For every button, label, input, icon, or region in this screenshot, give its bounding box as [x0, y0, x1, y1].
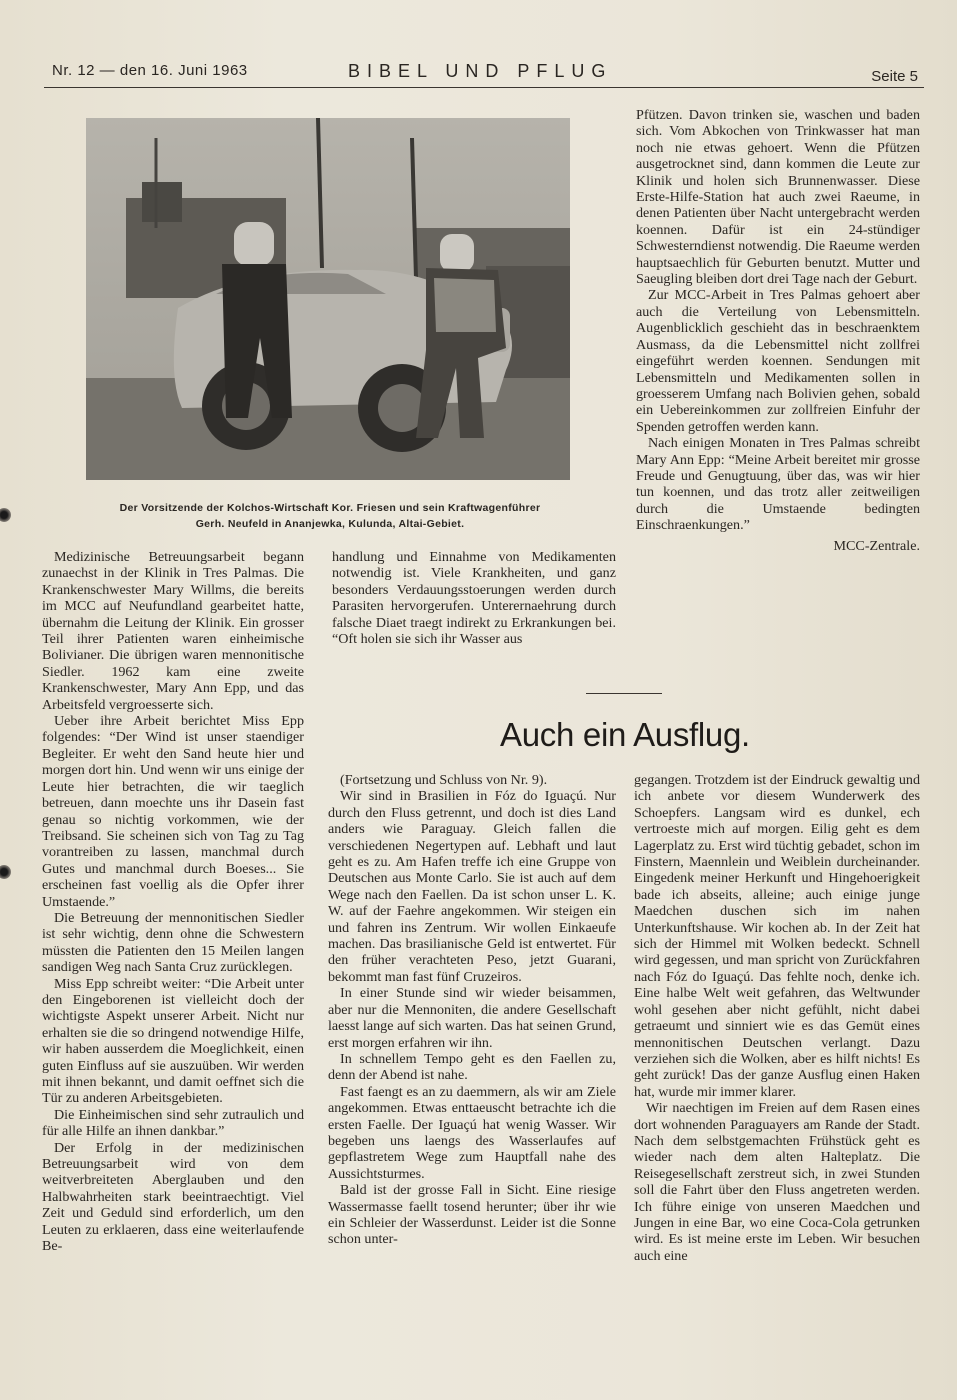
paragraph: (Fortsetzung und Schluss von Nr. 9). [340, 772, 548, 788]
paragraph: Bald ist der grosse Fall in Sicht. Eine riesige Wassermasse faellt tosend herunter; über ihr wie ein Schleier der Wasserdunst. Leider ist die Sonne schon unter- [328, 1182, 616, 1248]
caption-line: Gerh. Neufeld in Ananjewka, Kulunda, Altai-Gebiet. [195, 518, 465, 530]
article-title: Auch ein Ausflug. [500, 716, 750, 753]
paragraph: Die Betreuung der mennonitischen Siedler ist sehr wichtig, denn ohne die Schwestern müssten die Patienten den 15 Meilen langen sandigen Weg nach Santa Cruz zurücklegen. [42, 909, 304, 976]
paragraph: Fast faengt es an zu daemmern, als wir am Ziele angekommen. Etwas enttaeuscht betrachte ich die ersten Faelle. Der Iguaçú hat wenig Wasser. Wir begeben uns laengs des Wasserlaufes auf gepflastretem Wege zum Hauptfall nahe des Aussichtsturmes. [328, 1083, 616, 1182]
paragraph: Nach einigen Monaten in Tres Palmas schreibt Mary Ann Epp: “Meine Arbeit bereitet mir grosse Freude und Genugtuung, über das, was wir hier tun koennen, und das trotz aller zeitweiligen durch die Umstaende bedingten Einschraenkungen.” [636, 435, 920, 534]
page-number: Seite 5 [871, 68, 918, 85]
section-divider [586, 693, 662, 694]
paragraph: Die Einheimischen sind sehr zutraulich und für alle Hilfe an ihnen dankbar.” [42, 1106, 304, 1140]
binder-hole [0, 508, 11, 522]
paragraph: Miss Epp schreibt weiter: “Die Arbeit unter den Eingeborenen ist vielleicht doch der wichtigste Aspekt unserer Arbeit. Nicht nur erhalten sie die so dringend notwendige Hilfe, wir haben ausserdem die Moeglichkeit, einen guten Einfluss auf sie auszuüben. Wir werden mit ihnen bekannt, und damit oeffnet sich die Tür zu anderen Arbeitsgebieten. [42, 975, 304, 1107]
issue-date: Nr. 12 — den 16. Juni 1963 [52, 62, 248, 79]
paragraph: In einer Stunde sind wir wieder beisammen, aber nur die Mennoniten, die andere Gesellschaft laesst lange auf sich warten. Das hat seinen Grund, erst morgen erfahren wir ihn. [328, 985, 616, 1051]
paragraph: gegangen. Trotzdem ist der Eindruck gewaltig und ich anbete vor diesem Wunderwerk des Schoepfers. Langsam wird es dunkel, ech vertroeste mich auf morgen. Eilig geht es dem Lagerplatz zu. Erst wird tüchtig gebadet, schon im Finstern, Maennlein und Weiblein durcheinander. Eingedenk meiner Herkunft und Hingehoerigkeit bade ich abseits, alleine; auch einige junge Maedchen duschen sich im nahen Unterkunftshause. Wir kochen ab. In der Zeit hat sich der Himmel mit Wolken bedeckt. Schnell wird gegessen, und man spricht von Zurückfahren nach Fóz do Iguaçú. Das fehlte noch, denke ich. Eine halbe Welt weit gefahren, das Weltwunder wohl gesehen aber nicht gefühlt, nicht dabei getraeumt und sinniert wie es das Gemüt eines mennonitischen Deutschen verlangt. Dazu verziehen sich die Wolken, aber es hilft nichts! Es geht zurück! Das der ganze Ausflug einen Haken hat, wurde mir immer klarer. [634, 772, 920, 1100]
photo-car-and-men [86, 118, 570, 480]
paragraph: Medizinische Betreuungsarbeit begann zunaechst in der Klinik in Tres Palmas. Die Krankenschwester Mary Willms, die bereits im MCC auf Neufundland gearbeitet hatte, übernahm die Leitung der Klinik. Ein grosser Teil ihrer Patienten waren einheimische Bolivianer. Die übrigen waren mennonitische Siedler. 1962 kam eine zweite Krankenschwester, Mary Ann Epp, und das Arbeitsfeld vergroesserte sich. [42, 549, 304, 713]
ausflug-column-right [634, 772, 920, 1264]
photo-caption [70, 500, 590, 532]
masthead: BIBEL UND PFLUG [348, 61, 613, 81]
mcc-middle-column [332, 549, 616, 647]
caption-line: Der Vorsitzende der Kolchos-Wirtschaft Kor. Friesen und sein Kraftwagenführer [119, 502, 541, 514]
paragraph: Wir naechtigen im Freien auf dem Rasen eines dort wohnenden Paraguayers am Rande der Stadt. Nach dem selbstgemachten Frühstück geht es wieder nach dem alten Halteplatz. Die Reisegesellschaft zerstreut sich, in zwei Stunden soll die Fahrt über den Fluss angetreten werden. Ich führe einige von unseren Maedchen und Jungen in eine Bar, wo eine Coca-Cola getrunken wird. Es ist meine erste im Leben. Wir besuchen auch eine [634, 1100, 920, 1264]
paragraph: Wir sind in Brasilien in Fóz do Iguaçú. Nur durch den Fluss getrennt, und doch ist dies Land anders wie Paraguay. Gleich fallen die verschiedenen Negertypen auf. Lebhaft und laut geht es zu. Am Hafen treffe ich eine Gruppe von Deutschen aus Monte Carlo. Sie ist auch auf dem Wege nach den Faellen. Da ist schon unser L. K. W. auf der Faehre angekommen. Wir steigen ein und fahren ins Zentrum. Wir wollen Einkaeufe machen. Das brasilianische Geld ist entwertet. Für den früher verachteten Peso, jetzt Guarani, bekommt man fast fünf Cruzeiros. [328, 788, 616, 985]
paragraph: Der Erfolg in der medizinischen Betreuungsarbeit wird von dem weitverbreiteten Aberglauben und den Halbwahrheiten stark beeintraechtigt. Viel Zeit und Geduld sind erforderlich, um den Leuten zu erklaeren, dass eine weiterlaufende Be- [42, 1139, 304, 1255]
paragraph: Pfützen. Davon trinken sie, waschen und baden sich. Vom Abkochen von Trinkwasser hat man noch nie etwas gehoert. Wenn die Pfützen ausgetrocknet sind, dann kommen die Leute zur Klinik und holen sich Brunnenwasser. Diese Erste-Hilfe-Station hat auch zwei Raeume, in denen Patienten über Nacht untergebracht werden koennen. Dafür ist ein 24-stündiger Schwesterndienst notwendig. Die Raeume werden hauptsaechlich für Geburten benutzt. Mutter und Saeugling bleiben dort drei Tage nach der Geburt. [636, 107, 920, 288]
ausflug-column-left [328, 772, 616, 1248]
mcc-left-column [42, 549, 304, 1254]
binder-hole [0, 865, 11, 879]
paragraph: Zur MCC-Arbeit in Tres Palmas gehoert aber auch die Verteilung von Lebensmitteln. Augenblicklich geschieht das in beschraenktem Ausmass, da die Lebensmittel nicht zollfrei eingeführt werden koennen. Sendungen mit Lebensmitteln und Medikamenten sollen in groesserem Umfang nach Bolivien gehen, sobald ein Uebereinkommen zur zollfreien Einfuhr der Spenden getroffen werden kann. [636, 287, 920, 435]
paragraph: Ueber ihre Arbeit berichtet Miss Epp folgendes: “Der Wind ist unser staendiger Begleiter. Er weht den Sand heute hier und morgen dort hin. Und wenn wir uns einige der Leute hier betrachten, die wir taeglich betreuen, dann moechte uns ihr Dasein fast genau so nichtig vorkommen, wie der Treibsand. Sie scheinen sich von Tag zu Tag vorantreiben zu lassen, manchmal durch Gutes und manchmal durch Boeses... Sie erscheinen fast voellig als die Opfer ihrer Umstaende.” [42, 713, 304, 910]
paragraph: In schnellem Tempo geht es den Faellen zu, denn der Abend ist nahe. [328, 1050, 616, 1084]
paragraph: handlung und Einnahme von Medikamenten notwendig ist. Viele Krankheiten, und ganz besonders Verdauungsstoerungen werden durch Parasiten hervorgerufen. Unterernaehrung durch falsche Diaet traegt indirekt zu Erkrankungen bei. “Oft holen sie sich ihr Wasser aus [332, 549, 616, 648]
signature: MCC-Zentrale. [833, 537, 920, 554]
page-header [44, 62, 924, 88]
header-rule [44, 87, 924, 88]
mcc-right-column [636, 107, 920, 554]
